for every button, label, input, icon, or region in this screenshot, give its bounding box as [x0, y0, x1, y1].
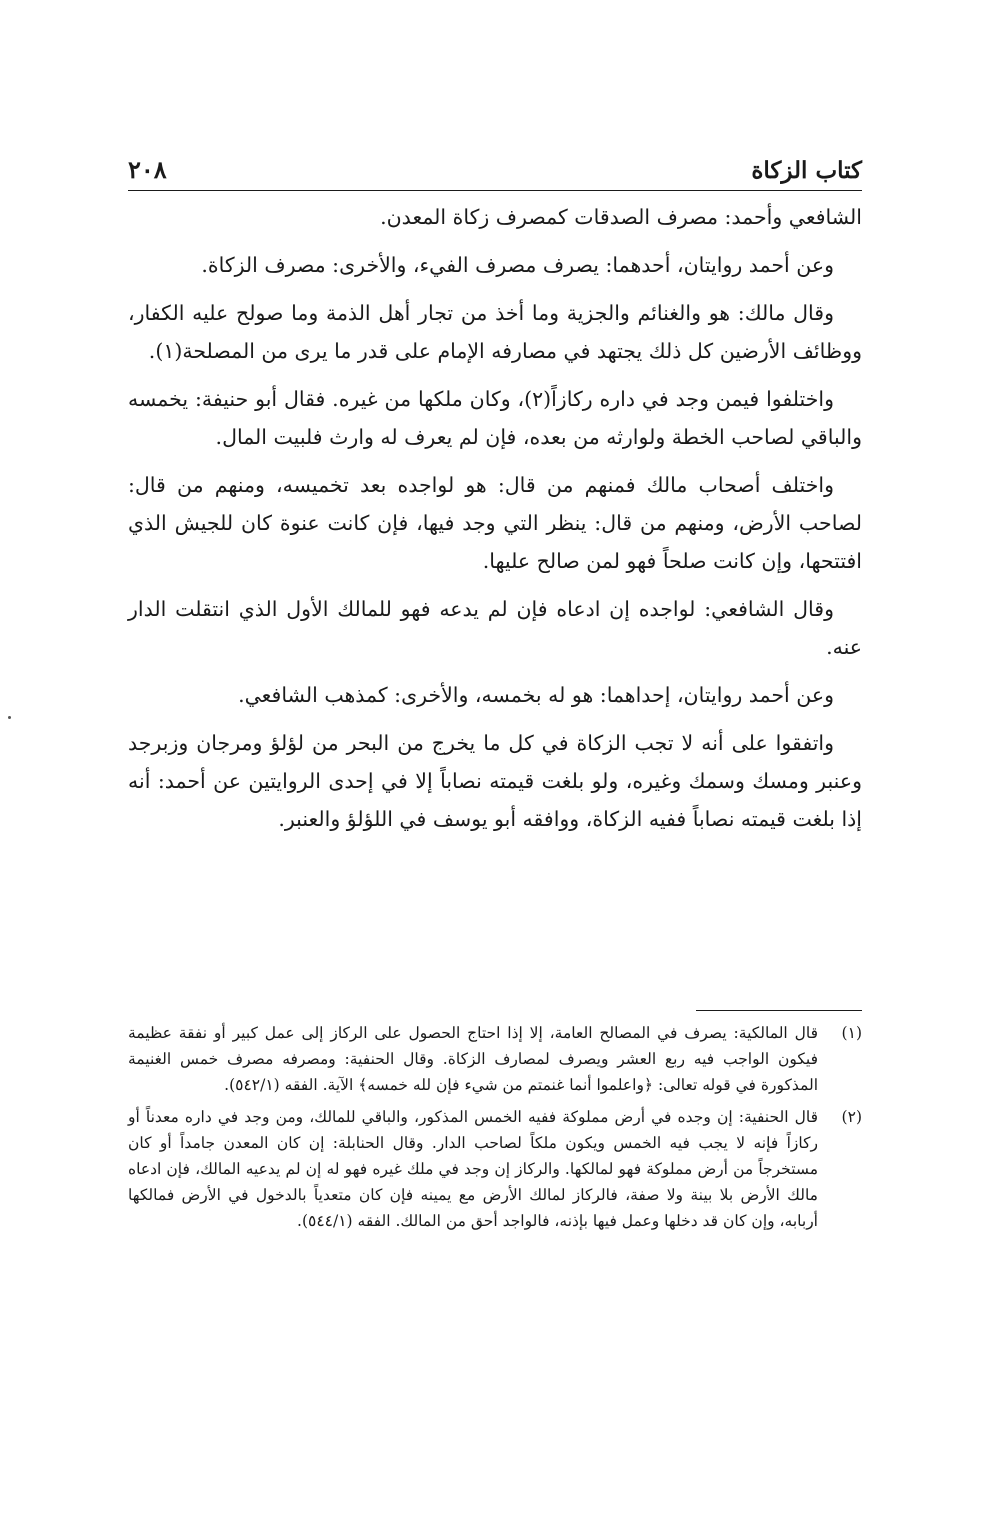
- footnote-text: قال الحنفية: إن وجده في أرض مملوكة ففيه الخمس المذكور، والباقي للمالك، ومن وجد في داره معدناً أو ركازاً فإنه لا يجب فيه الخمس ويكون ملكاً لصاحب الدار. وقال الحنابلة: إن كان المعدن جامداً أو كان مستخرجاً من أرض مملوكة فهو لمالكها. والركاز إن وجد في ملك غيره فهو له إن لم يدعيه المالك، فإن ادعاه مالك الأرض بلا بينة ولا صفة، فالركاز لمالك الأرض مع يمينه فإن كان متعدياً بالدخول في الأرض فمالكها أربابه، وإن كان قد دخلها وعمل فيها بإذنه، فالواجد أحق من المالك. الفقه (٥٤٤/١).: [128, 1108, 818, 1230]
- paragraph: واختلف أصحاب مالك فمنهم من قال: هو لواجده بعد تخميسه، ومنهم من قال: لصاحب الأرض، ومنهم من قال: ينظر التي وجد فيها، فإن كانت عنوة كان للجيش الذي افتتحها، وإن كانت صلحاً فهو لمن صالح عليها.: [128, 473, 862, 573]
- footnote: [128, 1020, 862, 1098]
- paragraph: وقال مالك: هو والغنائم والجزية وما أخذ من تجار أهل الذمة وما صولح عليه الكفار، ووظائف الأرضين كل ذلك يجتهد في مصارفه الإمام على قدر ما يرى من المصلحة(١).: [128, 301, 862, 363]
- footnote-number: (١): [841, 1024, 862, 1042]
- scan-speck: [8, 716, 11, 719]
- paragraph: وعن أحمد روايتان، إحداهما: هو له بخمسه، والأخرى: كمذهب الشافعي.: [238, 683, 834, 707]
- footnotes: [128, 1020, 862, 1240]
- footnote: [128, 1104, 862, 1234]
- page-number: ٢٠٨: [128, 155, 167, 184]
- paragraph: واتفقوا على أنه لا تجب الزكاة في كل ما يخرج من البحر من لؤلؤ ومرجان وزبرجد وعنبر ومسك وسمك وغيره، ولو بلغت قيمته نصاباً إلا في إحدى الروايتين عن أحمد: أنه إذا بلغت قيمته نصاباً ففيه الزكاة، ووافقه أبو يوسف في اللؤلؤ والعنبر.: [128, 731, 862, 831]
- footnote-text: قال المالكية: يصرف في المصالح العامة، إلا إذا احتاج الحصول على الركاز إلى عمل كبير أو نفقة عظيمة فيكون الواجب فيه ربع العشر ويصرف لمصارف الزكاة. وقال الحنفية: ومصرفه مصرف خمس الغنيمة المذكورة في قوله تعالى: ﴿واعلموا أنما غنمتم من شيء فإن لله خمسه﴾ الآية. الفقه (٥٤٢/١).: [128, 1024, 818, 1094]
- page-header: [128, 144, 862, 191]
- paragraph: الشافعي وأحمد: مصرف الصدقات كمصرف زكاة المعدن.: [380, 205, 862, 229]
- footnote-number: (٢): [841, 1108, 862, 1126]
- main-text: [128, 198, 862, 848]
- paragraph: وعن أحمد روايتان، أحدهما: يصرف مصرف الفيء، والأخرى: مصرف الزكاة.: [201, 253, 834, 277]
- running-title: كتاب الزكاة: [751, 157, 862, 184]
- footnote-separator: [696, 1010, 862, 1011]
- paragraph: واختلفوا فيمن وجد في داره ركازاً(٢)، وكان ملكها من غيره. فقال أبو حنيفة: يخمسه والباقي لصاحب الخطة ولوارثه من بعده، فإن لم يعرف له وارث فلبيت المال.: [128, 387, 862, 449]
- paragraph: وقال الشافعي: لواجده إن ادعاه فإن لم يدعه فهو للمالك الأول الذي انتقلت الدار عنه.: [128, 597, 862, 659]
